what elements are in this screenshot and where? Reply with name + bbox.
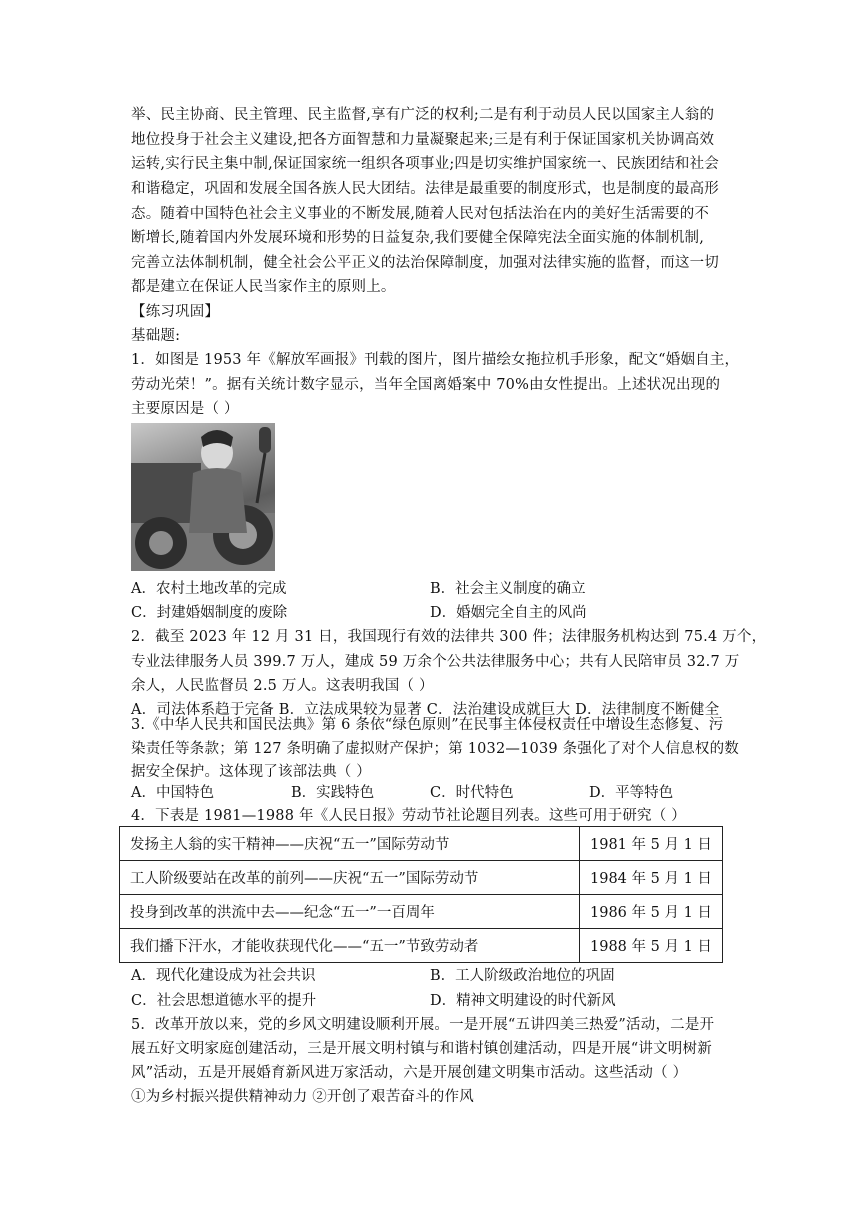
intro-line: 地位投身于社会主义建设,把各方面智慧和力量凝聚起来;三是有利于保证国家机关协调高效	[131, 132, 715, 148]
q5-stem-line: 风”活动，五是开展婚育新风进万家活动，六是开展创建文明集市活动。这些活动（ ）	[131, 1065, 688, 1081]
q1-stem-line: 主要原因是（ ）	[131, 401, 239, 417]
editorial-date-cell: 1988 年 5 月 1 日	[580, 929, 723, 963]
editorial-title-cell: 投身到改革的洪流中去——纪念“五一”一百周年	[120, 895, 580, 929]
q4-stem-line: 4．下表是 1981—1988 年《人民日报》劳动节社论题目列表。这些可用于研究（ ）	[131, 808, 686, 824]
q1-stem-line: 1．如图是 1953 年《解放军画报》刊载的图片，图片描绘女拖拉机手形象，配文“婚姻自主，	[131, 352, 740, 368]
q5-items[interactable]: ①为乡村振兴提供精神动力 ②开创了艰苦奋斗的作风	[131, 1089, 474, 1105]
q2-stem-line: 余人，人民监督员 2.5 万人。这表明我国（ ）	[131, 678, 434, 694]
section-title: 【练习巩固】	[131, 304, 220, 320]
q1-option-b[interactable]: B．社会主义制度的确立	[430, 581, 586, 597]
intro-line: 和谐稳定，巩固和发展全国各族人民大团结。法律是最重要的制度形式，也是制度的最高形	[131, 181, 719, 197]
editorial-title-table	[119, 826, 723, 963]
table-row	[120, 827, 723, 861]
intro-line: 举、民主协商、民主管理、民主监督,享有广泛的权利;二是有利于动员人民以国家主人翁的	[131, 107, 715, 123]
q1-stem-line: 劳动光荣！”。据有关统计数字显示，当年全国离婚案中 70%由女性提出。上述状况出现的	[131, 377, 721, 393]
intro-line: 运转,实行民主集中制,保证国家统一组织各项事业;四是切实维护国家统一、民族团结和社会	[131, 156, 719, 172]
q3-option-c[interactable]: C．时代特色	[430, 785, 514, 801]
q4-option-d[interactable]: D．精神文明建设的时代新风	[430, 993, 616, 1009]
q3-stem-line: 3.《中华人民共和国民法典》第 6 条依“绿色原则”在民事主体侵权责任中增设生态修复、污	[131, 717, 724, 733]
q5-stem-line: 5．改革开放以来，党的乡风文明建设顺利开展。一是开展“五讲四美三热爱”活动，二是开	[131, 1017, 715, 1033]
q4-option-b[interactable]: B．工人阶级政治地位的巩固	[430, 968, 615, 984]
q2-options[interactable]: A．司法体系趋于完备 B．立法成果较为显著 C．法治建设成就巨大 D．法律制度不断健全	[131, 702, 720, 718]
q1-option-d[interactable]: D．婚姻完全自主的风尚	[430, 605, 587, 621]
q3-option-d[interactable]: D．平等特色	[589, 785, 674, 801]
editorial-title-cell: 我们播下汗水，才能收获现代化——“五一”节致劳动者	[120, 929, 580, 963]
q3-option-b[interactable]: B．实践特色	[291, 785, 375, 801]
editorial-date-cell: 1981 年 5 月 1 日	[580, 827, 723, 861]
table-row	[120, 861, 723, 895]
editorial-title-cell: 发扬主人翁的实干精神——庆祝“五一”国际劳动节	[120, 827, 580, 861]
table-row	[120, 895, 723, 929]
q2-stem-line: 2．截至 2023 年 12 月 31 日，我国现行有效的法律共 300 件；法律服务机构达到 75.4 万个，	[131, 629, 767, 645]
intro-line: 都是建立在保证人民当家作主的原则上。	[131, 279, 396, 295]
intro-line: 完善立法体制机制，健全社会公平正义的法治保障制度，加强对法律实施的监督，而这一切	[131, 255, 719, 271]
q1-option-a[interactable]: A．农村土地改革的完成	[131, 581, 287, 597]
intro-line: 断增长,随着国内外发展环境和形势的日益复杂,我们要健全保障宪法全面实施的体制机制,	[131, 230, 705, 246]
q3-stem-line: 染责任等条款；第 127 条明确了虚拟财产保护；第 1032—1039 条强化了对个人信息权的数	[131, 741, 740, 757]
q5-stem-line: 展五好文明家庭创建活动，三是开展文明村镇与和谐村镇创建活动，四是开展“讲文明树新	[131, 1041, 712, 1057]
q3-stem-line: 据安全保护。这体现了该部法典（ ）	[131, 764, 372, 780]
editorial-date-cell: 1984 年 5 月 1 日	[580, 861, 723, 895]
q4-option-c[interactable]: C．社会思想道德水平的提升	[131, 993, 317, 1009]
intro-line: 态。随着中国特色社会主义事业的不断发展,随着人民对包括法治在内的美好生活需要的不	[131, 206, 710, 222]
tractor-driver-photo	[131, 423, 275, 571]
q2-stem-line: 专业法律服务人员 399.7 万人，建成 59 万余个公共法律服务中心；共有人民陪审员 32.7 万	[131, 654, 740, 670]
table-row	[120, 929, 723, 963]
basic-label: 基础题:	[131, 328, 181, 344]
editorial-title-cell: 工人阶级要站在改革的前列——庆祝“五一”国际劳动节	[120, 861, 580, 895]
q1-option-c[interactable]: C．封建婚姻制度的废除	[131, 605, 288, 621]
q4-option-a[interactable]: A．现代化建设成为社会共识	[131, 968, 316, 984]
editorial-date-cell: 1986 年 5 月 1 日	[580, 895, 723, 929]
q3-option-a[interactable]: A．中国特色	[131, 785, 214, 801]
